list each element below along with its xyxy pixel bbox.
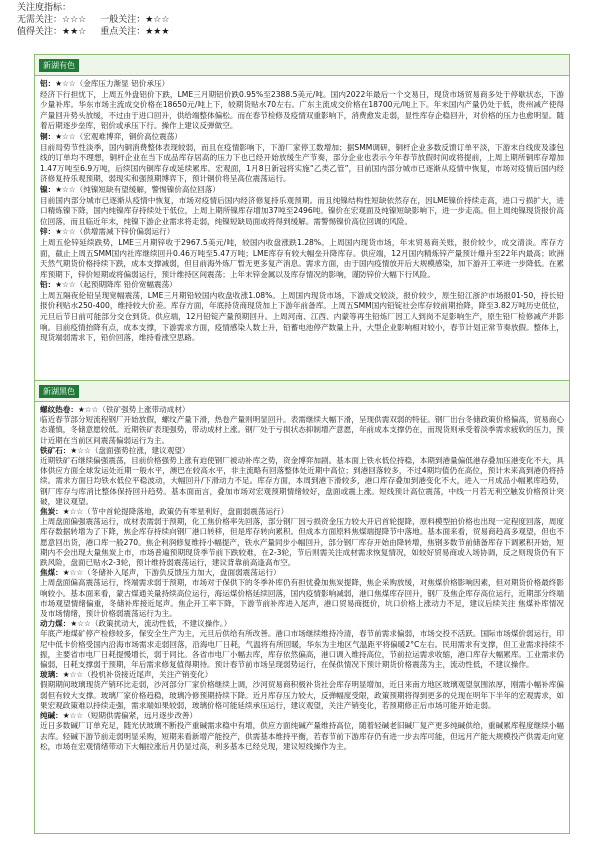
item-body: 上周五隔夜伦铅呈现宽幅震荡，LME三月期铅较国内收盘收涨1.08%。上周国内现货市场，下游成交较淡，报价较少，原生铅江浙沪市场报01-50，持长铅报价利贴水250-400，维持较大价差。库存方面，年底持货商现货加上下游年前备库。上周五SMM国内铅锭社会库存较前期抬降，降至3.82万吨历史低位，元旦后节日前可能部分交仓到货。供应端，12月铅锭产量预期回升。上周河南、江西、内蒙等再生铅炼厂因工人到岗不足影响生产，原生铅厂检修减产并影响。目前疫情抬降有点，成本支撑，下游需求方面，疫情感染人数上升，铅蓄电池停产数量上升，大型企业影响相对较小，春节计划正常节奏放假。整体上，现货端弱需求下，铅价回落，维持看涨空思路。: [40, 290, 564, 343]
item-title: 纯碱：: [40, 711, 63, 721]
item-title: 铁矿石：: [40, 445, 71, 455]
item-body: 上周盘面偏高震荡运行，终端需求弱于预期，市场对于保供下的冬季补库仍有担忧叠加焦炭提降，焦企采购放缓，对焦煤价格影响因素，但对期货价格最终影响较小。基本面来看，蒙古煤通关量持续高位运行，海运煤价格延续回落，国内疫情影响减弱，港口焦煤库存回升，钢厂及焦企库存高位运行，近期部分终端市场观望情绪偏重，冬储补库接近尾声。焦企开工率下降，下游节前补库进入尾声，港口贸易商挺价，坑口价格上涨动力不足，建议后续关注 焦煤补库情况及市场情绪，预计价格弱震荡运行为主。: [40, 578, 564, 619]
item-subtitle: （供增需减下锌价偏弱运行）: [75, 227, 175, 237]
item-title: 动力煤：: [40, 619, 71, 629]
item-body: 上周五伦锌延续跌势，LME三月期锌收于2967.5美元/吨，较国内收盘涨跌1.28%。上周国内现货市场，年末贸易商关账，报价较少，成交清淡。库存方面，截止上周五SMM国内社库继续回升0.46万吨至5.47万吨；LME库存有较大幅垒升降库存。供应端，12月国内精炼锌产量预计爆升至22年内最高；欧洲天然气期货价格持续下跌，成本支撑减弱，但目前海外炼厂暂无更多复产消息。需求方面，由于国内疫情放开后大规模感染，加下游开工率进一步降低。在累库预期下，锌价短期或将偏弱运行，预计维持区间震荡；上年末锌金属以及库存情况的影响，谨防锌价大幅下行风险。: [40, 237, 564, 279]
item-title: 铅：: [40, 280, 56, 290]
item-rating: ★☆☆: [55, 184, 76, 194]
item-body: 近日多数碱厂订单充足，随光伏玻璃不断投产重碱需求稳中有增，供应方面纯碱产量维持高位，随着轻碱老旧碱厂复产更多纯碱供给，重碱累库程度继续小幅去库。轻碱下游节前走弱明显采购，短期来看新增产能投产，供需基本维持平衡，若春节前下游库存仍有进一步去库可能，但远月产能大规模投产供需走向宽松，市场在宏观情绪带动下大幅拉涨后月仍显过高，利多基本已经兑现，建议短线操作为主。: [40, 721, 564, 751]
legend-row-2: [17, 26, 169, 38]
item-subtitle: （短期供需偏紧，远月逐步改善）: [83, 711, 198, 721]
section-header: [35, 381, 569, 402]
item-subtitle: （起预期降库 铅价宽幅震荡）: [75, 280, 177, 290]
commodity-item-rebar-hrc: [40, 405, 564, 446]
item-body: 目前局势节性淡季，国内铜消费整体表现较弱，而且在疫情影响下，下游厂家停工数增加；据SMM调研，铜杆企业多数反馈订单平淡，下游末自线废及漆包线的订单均不理想，铜杆企业在当下成品库存居高的压力下也已经开始放缓生产节奏，部分企业也表示今年春节放假时间或将提前，上周上期所铜库存增加1.47万吨至6.9万吨，后续国内铜库存或延续累库。宏观面，1月8日新冠将实施“乙类乙管”，目前国内部分城市已逐渐从疫情中恢复，市场对疫情后国内经济修复持乐观预期，弱现实和强预期博弈下，预计铜价将呈高位震荡运行。: [40, 142, 564, 184]
section-badge: 新湖黑色: [39, 385, 79, 398]
legend-key: 重点关注：★★★: [100, 27, 170, 37]
item-rating: ★☆☆: [62, 711, 84, 721]
attention-legend: [17, 2, 169, 38]
item-title: 焦炭：: [40, 507, 63, 517]
item-rating: ★☆☆: [77, 405, 99, 414]
item-body: 临近春节部分短流程钢厂开始放假，螺纹产量下滑，热卷产量则明显回升。表需继续大幅下滑，呈现供需双弱的特征。钢厂出台冬储政策价格偏高，贸易商心态谨慎，冬储意愿较低。近期铁矿表现强势，带动成材上涨。钢厂处于亏损状态抑制增产意愿，年前成本支撑仍在，而现货则承受着淡季需求疲软的压力，预计近期在当前区间震荡偏弱运行为主。: [40, 415, 564, 445]
item-rating: ★☆☆: [62, 507, 84, 517]
item-rating: ★☆☆: [55, 79, 76, 88]
item-subtitle: （金库压力渐显 铝价承压）: [75, 79, 170, 88]
commodity-item-nickel: [40, 185, 564, 227]
legend-row-1: [17, 14, 169, 26]
item-title: 铝：: [40, 79, 56, 88]
item-rating: ★☆☆: [62, 670, 84, 680]
item-rating: ★☆☆: [70, 445, 91, 455]
commodity-item-glass: [40, 670, 564, 711]
item-body: 上周盘面偏强震荡运行，成材表需弱于预期，化工焦价格率先回落，部分钢厂因亏损资金压力较大开启首轮提降，原料模型拍价格也出现一定程度回落，周度库存数据转增为了下降，焦企库存持续向钢厂港口转移，但是库存转向累积。但成本方面原料焦煤端提降节中落地。基本面来看，贸易商趋高多观望，但也不愿意回出货，港口库一般270。焦企利润修复维持小幅提产，铁水产量同步小幅回升，部分钢厂库存开始由降转增，焦钢多数节前储备库存下调累积开始，短期内不会出现大量焦炭上市，市场普遍预期现货季节前下跌较难，在2-3轮，节后则需关注成材需求恢复情况，如较好贸易商或入场协调，反之则现货仍有下跌风险，盘面已贴水2-3轮，预计维持弱震荡运行，建议背靠前高逢高布空。: [40, 517, 564, 568]
item-subtitle: （铁矿强势上涨带动成材）: [98, 405, 190, 414]
item-rating: ★☆☆: [62, 568, 84, 578]
item-subtitle: （节中首轮提降落地，政策仍有零星利好，盘面弱震荡运行）: [83, 507, 289, 517]
item-body: 年底产地煤矿停产检修较多，保安全生产为主，元旦后供给有所改善。港口市场继续维持冷清，春节前需求偏弱，市场交投不活跃。国际市场煤价弱运行，印尼中低卡价格受国内沿海市场需求走弱回落，沿海电厂日耗，气温将有所回暖，华东为主地区气温距平将偏暖2°C左右。民用需求有支撑，但工业需求持续不振，主要省市电厂日耗提慢增长，弱于同比。各省市电厂小幅去库，库存依然偏高，港口调入维持高位，节前拉运需求收缩，港口库存大幅累库。工业需求仍偏弱，日耗支撑弱于预期，年后需求修复值得期待。预计春节前市场呈现弱势运行，在保供情况下预计期货价格震荡为主，流动性低，不建议操作。: [40, 629, 564, 670]
item-rating: ★☆☆: [55, 280, 76, 290]
item-subtitle: （政策扰动大，流动性低，不建议操作。）: [90, 619, 232, 629]
item-body: 近期铁矿石继续偏强震荡，目前价格强势上涨有迫使钢厂被动补库之势，资金博弈加剧。基本面上铁水低位持稳，本期到港量偏低港存叠加压港变化不大，具体供应方面全球发运处近期一般水平，澳巴在较高水平，非主流略有回落整体处近期中高位；到港回落较多，不过4期均值仍在高位，预计未来高到港仍将持续。需求方面日均铁水低位平稳波动，大幅回升/下滑动力不足。库存方面，本周到港下滑较多，港口库存叠加到港变化不大，进入一月成品小幅累库趋势，钢厂库存与库消比整体保持回升趋势。基本面而言，叠加市场对宏观预期情绪较好，盘面或震上涨。短线预计高位震荡，中线一月若无利空触发价格预计突破，建议观望。: [40, 456, 564, 506]
commodity-item-zinc: [40, 227, 564, 280]
item-body: 假期期间玻璃现货产销环比走弱，沙河部分厂家价格继续上调，沙河贸易商积极补货社会库存明显增加，近日来南方地区玻璃观望氛围浓厚，刚需小幅补库偏弱但有较大支撑。玻璃厂家价格趋稳，玻璃冷修预期持续下降。近月库存压力较大，反弹幅度受限，政策预期将得到更多的兑现在明年下半年的宏观需求，如果宏观政策难以持续走强，需求端如果较弱，玻璃价格可能延续承压运行，建议观望，关注产销变化，若预期修正后市场可能开始走弱。: [40, 680, 564, 710]
legend-general: 一般关注：★☆☆: [100, 15, 170, 25]
item-title: 铜：: [40, 131, 56, 141]
legend-title: 关注度指标：: [17, 3, 72, 13]
item-title: 螺纹热卷：: [40, 405, 78, 414]
legend-worth: 值得关注：★★☆: [17, 27, 87, 37]
item-subtitle: （宏观难博弈，铜价高位震荡）: [75, 131, 182, 141]
section-nonferrous: [34, 54, 570, 396]
commodity-item-iron-ore: [40, 446, 564, 507]
item-subtitle: （投机补货接近尾声，关注产销变化）: [83, 670, 213, 680]
item-title: 焦煤：: [40, 568, 63, 578]
section-header: [35, 55, 569, 76]
item-title: 玻璃：: [40, 670, 63, 680]
commodity-item-soda-ash: [40, 711, 564, 752]
commodity-item-coking-coal: [40, 568, 564, 619]
commodity-item-aluminum: [40, 79, 564, 132]
item-rating: ★☆☆: [70, 619, 91, 629]
item-subtitle: （冬储补入尾声，下游负反馈压力加大，盘面弱震荡运行）: [83, 568, 281, 578]
legend-none: 无需关注：☆☆☆: [17, 15, 87, 25]
commodity-item-copper: [40, 132, 564, 185]
item-subtitle: （纯镍短缺有望缓解，警惕镍价高位回落）: [75, 184, 220, 194]
commodity-item-coke: [40, 507, 564, 568]
commodity-item-lead: [40, 280, 564, 344]
commodity-item-thermal-coal: [40, 619, 564, 670]
item-body: 经济下行担忧下，上周五外盘铝价下跌，LME三月期铝价跌0.95%至2388.5美元/吨。国内2022年最后一个交易日，现货市场贸易商多处于停歇状态，下游少量补库。华东市场主流成交价格在18650元/吨上下，较期货贴水70左右。广东主流成交价格在18700元/吨上下。年末国内产量仍处于低，贵州减产使得产量回升势头放缓，不过由于进口回升，供给端整体偏松。而在春节检修及疫情双重影响下，消费愈发走弱，显性库存企稳回升，对价格的压力也愈明显。随着后期逐步垒库，铝价或承压下行。操作上建议反弹做空。: [40, 89, 564, 131]
section-ferrous: [34, 380, 570, 834]
section-badge: 新湖有色: [39, 59, 79, 72]
item-title: 锌：: [40, 227, 56, 237]
item-title: 镍：: [40, 184, 56, 194]
item-subtitle: （盘面强势拉涨，建议观望）: [90, 445, 190, 455]
item-rating: ★☆☆: [55, 227, 76, 237]
item-body: 目前国内部分城市已逐渐从疫情中恢复，市场对疫情后国内经济修复持乐观预期。而且纯镍结构性短缺依然存在，因LME镍价持续走高，进口亏损扩大，进口精炼镍下降，国内纯镍库存持续处于低位，上周上期所镍库存增加37吨至2496吨。镍价在宏观面及纯镍短缺影响下，进一步走高。但上周纯镍现货报价高位回落，而且临近年末，纯镍下游企业需求将走弱，纯镍短缺局面或将得到缓解。需警惕镍价高位回调的风险。: [40, 195, 564, 226]
item-rating: ★☆☆: [55, 131, 76, 141]
